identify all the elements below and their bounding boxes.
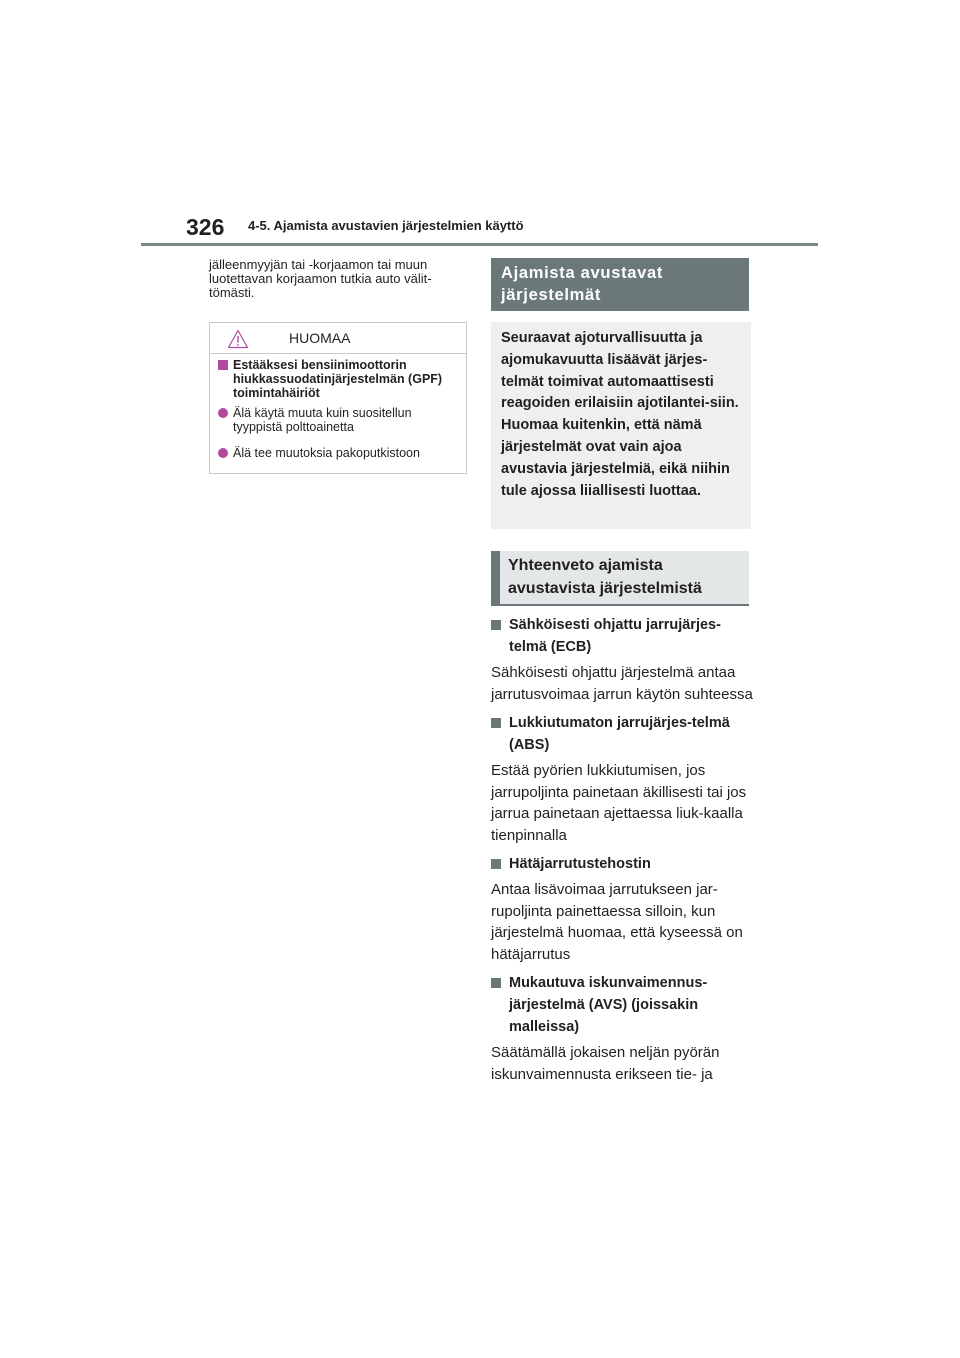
square-bullet-icon bbox=[218, 360, 228, 370]
subsection-title: Yhteenveto ajamista avustavista järjestelmistä bbox=[491, 551, 749, 606]
notice-title: HUOMAA bbox=[289, 330, 351, 346]
square-bullet-icon bbox=[491, 620, 501, 630]
feature-heading bbox=[491, 972, 753, 1038]
notice-item bbox=[218, 446, 458, 460]
feature-heading-text: Lukkiutumaton jarrujärjes-telmä (ABS) bbox=[509, 715, 730, 753]
feature-heading bbox=[491, 712, 753, 756]
continued-text: jälleenmyyjän tai -korjaamon tai muun luotettavan korjaamon tutkia auto välit-tömästi. bbox=[209, 257, 432, 300]
notice-heading bbox=[218, 358, 458, 400]
square-bullet-icon bbox=[491, 978, 501, 988]
square-bullet-icon bbox=[491, 718, 501, 728]
warning-triangle-icon bbox=[227, 329, 249, 349]
feature-description: Säätämällä jokaisen neljän pyörän iskunvaimennusta erikseen tie- ja bbox=[491, 1044, 720, 1083]
notice-item bbox=[218, 406, 458, 434]
feature-description: Antaa lisävoimaa jarrutukseen jar-rupoljinta painettaessa silloin, kun järjestelmä huomaa, että kyseessä on hätäjarrutus bbox=[491, 881, 743, 963]
section-title: Ajamista avustavat järjestelmät bbox=[491, 258, 749, 311]
header-divider bbox=[141, 243, 818, 246]
left-column bbox=[209, 258, 469, 300]
feature-heading bbox=[491, 853, 753, 875]
feature-description: Sähköisesti ohjattu järjestelmä antaa jarrutusvoimaa jarrun käytön suhteessa bbox=[491, 664, 753, 703]
intro-box: Seuraavat ajoturvallisuutta ja ajomukavuutta lisäävät järjes-telmät toimivat automaattisesti reagoiden erilaisiin ajotilantei-siin. Huomaa kuitenkin, että nämä järjestelmät ovat vain ajoa avustavia järjestelmiä, eikä niihin tule ajossa liiallisesti luottaa. bbox=[491, 322, 751, 529]
page-number: 326 bbox=[186, 214, 225, 240]
notice-header bbox=[210, 323, 466, 354]
feature-list bbox=[491, 614, 753, 1092]
feature-heading-text: Sähköisesti ohjattu jarrujärjes-telmä (ECB) bbox=[509, 617, 721, 655]
feature-description: Estää pyörien lukkiutumisen, jos jarrupoljinta painetaan äkillisesti tai jos jarrua painetaan ajettaessa liuk-kaalla tienpinnalla bbox=[491, 762, 747, 844]
notice-heading-text: Estääksesi bensiinimoottorin hiukkassuodatinjärjestelmän (GPF) toimintahäiriöt bbox=[233, 358, 443, 400]
feature-heading bbox=[491, 614, 753, 658]
square-bullet-icon bbox=[491, 859, 501, 869]
feature-heading-text: Hätäjarrutustehostin bbox=[509, 856, 651, 872]
notice-body bbox=[210, 354, 466, 460]
notice-item-text: Älä käytä muuta kuin suositellun tyyppistä polttoainetta bbox=[233, 406, 412, 434]
running-header: 4-5. Ajamista avustavien järjestelmien käyttö bbox=[248, 218, 524, 233]
notice-box bbox=[209, 322, 467, 474]
feature-heading-text: Mukautuva iskunvaimennus-järjestelmä (AVS) (joissakin malleissa) bbox=[509, 975, 708, 1035]
notice-item-text: Älä tee muutoksia pakoputkistoon bbox=[233, 446, 420, 460]
circle-bullet-icon bbox=[218, 448, 228, 458]
circle-bullet-icon bbox=[218, 408, 228, 418]
